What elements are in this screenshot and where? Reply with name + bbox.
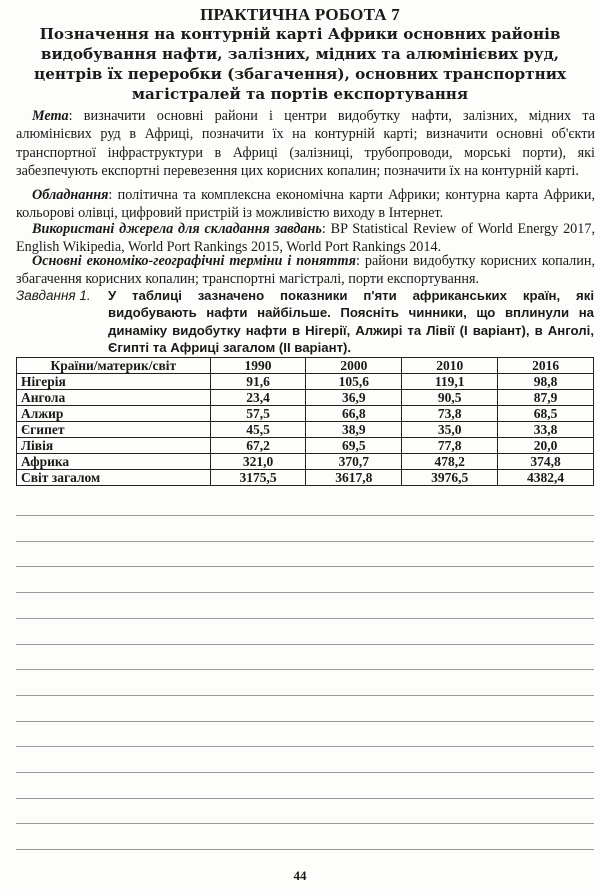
cell-value: 69,5 xyxy=(306,438,402,454)
cell-value: 73,8 xyxy=(402,406,498,422)
answer-line xyxy=(16,849,594,850)
row-label: Алжир xyxy=(17,406,211,422)
row-label: Єгипет xyxy=(17,422,211,438)
cell-value: 67,2 xyxy=(210,438,306,454)
table-row xyxy=(17,390,594,406)
cell-value: 38,9 xyxy=(306,422,402,438)
cell-value: 87,9 xyxy=(498,390,594,406)
column-header: 2000 xyxy=(306,358,402,374)
answer-line xyxy=(16,772,594,773)
goal-paragraph xyxy=(16,107,595,180)
table-row xyxy=(17,470,594,486)
cell-value: 45,5 xyxy=(210,422,306,438)
work-title: ПРАКТИЧНА РОБОТА 7 xyxy=(200,5,400,24)
cell-value: 35,0 xyxy=(402,422,498,438)
cell-value: 374,8 xyxy=(498,454,594,470)
equipment-paragraph xyxy=(16,186,595,223)
equipment-label: Обладнання xyxy=(32,187,109,203)
answer-line xyxy=(16,515,594,516)
cell-value: 4382,4 xyxy=(498,470,594,486)
answer-line xyxy=(16,618,594,619)
page-number: 44 xyxy=(293,868,307,883)
cell-value: 77,8 xyxy=(402,438,498,454)
task-1-text: У таблиці зазначено показники п'яти африканських країн, які видобувають нафти найбільше. Поясніть чинники, що вплинули на динаміку видобутку нафти в Нігерії, Алжирі та Лівії (І варіант), в Анголі, Єгипті та Африці загалом (ІІ варіант). xyxy=(108,288,594,355)
cell-value: 105,6 xyxy=(306,374,402,390)
cell-value: 57,5 xyxy=(210,406,306,422)
cell-value: 90,5 xyxy=(402,390,498,406)
cell-value: 68,5 xyxy=(498,406,594,422)
row-label: Нігерія xyxy=(17,374,211,390)
cell-value: 119,1 xyxy=(402,374,498,390)
topic-title: Позначення на контурній карті Африки основних районів видобування нафти, залізних, мідних та алюмінієвих руд, центрів їх переробки (збагачення), основних транспортних магістралей та портів експортування xyxy=(33,25,567,103)
table-row xyxy=(17,438,594,454)
row-label: Лівія xyxy=(17,438,211,454)
cell-value: 36,9 xyxy=(306,390,402,406)
terms-paragraph xyxy=(16,252,595,289)
column-header: 1990 xyxy=(210,358,306,374)
column-header: 2016 xyxy=(498,358,594,374)
terms-label: Основні економіко-географічні терміни і поняття xyxy=(32,253,356,269)
goal-text: : визначити основні райони і центри видобутку нафти, залізних, мідних та алюмінієвих руд в Африці, позначити їх на контурній карті; визначити основні об'єкти транспортної інфраструктури в Африці (залізниці, трубопроводи, морські порти), які забезпечують експортні перевезення цих корисних копалин; позначити їх на контурній карті. xyxy=(16,108,595,179)
answer-line xyxy=(16,695,594,696)
cell-value: 321,0 xyxy=(210,454,306,470)
answer-line xyxy=(16,592,594,593)
goal-label: Мета xyxy=(32,108,69,124)
cell-value: 3976,5 xyxy=(402,470,498,486)
cell-value: 33,8 xyxy=(498,422,594,438)
oil-production-table xyxy=(16,357,594,486)
table-row xyxy=(17,454,594,470)
row-label: Африка xyxy=(17,454,211,470)
equipment-text: : політична та комплексна економічна карти Африки; контурна карта Африки, кольорові олівці, цифровий пристрій із можливістю виходу в Інтернет. xyxy=(16,187,595,222)
task-1-label: Завдання 1. xyxy=(16,288,91,303)
sources-label: Використані джерела для складання завдань xyxy=(32,221,322,237)
cell-value: 23,4 xyxy=(210,390,306,406)
answer-line xyxy=(16,566,594,567)
answer-line xyxy=(16,669,594,670)
terms-text: : райони видобутку корисних копалин, збагачення корисних копалин; транспортні магістралі, порти експортування. xyxy=(16,253,595,288)
answer-line xyxy=(16,798,594,799)
cell-value: 66,8 xyxy=(306,406,402,422)
row-label: Ангола xyxy=(17,390,211,406)
sources-text: : BP Statistical Review of World Energy 2017, English Wikipedia, World Port Rankings 2015, World Port Rankings 2014. xyxy=(16,221,595,256)
table-row xyxy=(17,406,594,422)
cell-value: 3175,5 xyxy=(210,470,306,486)
cell-value: 20,0 xyxy=(498,438,594,454)
row-label: Світ загалом xyxy=(17,470,211,486)
answer-line xyxy=(16,541,594,542)
cell-value: 98,8 xyxy=(498,374,594,390)
answer-line xyxy=(16,721,594,722)
table-header-row xyxy=(17,358,594,374)
cell-value: 91,6 xyxy=(210,374,306,390)
column-header: 2010 xyxy=(402,358,498,374)
answer-line xyxy=(16,823,594,824)
answer-line xyxy=(16,746,594,747)
column-header: Країни/материк/світ xyxy=(17,358,211,374)
table-row xyxy=(17,422,594,438)
table-row xyxy=(17,374,594,390)
cell-value: 370,7 xyxy=(306,454,402,470)
answer-line xyxy=(16,644,594,645)
cell-value: 3617,8 xyxy=(306,470,402,486)
cell-value: 478,2 xyxy=(402,454,498,470)
